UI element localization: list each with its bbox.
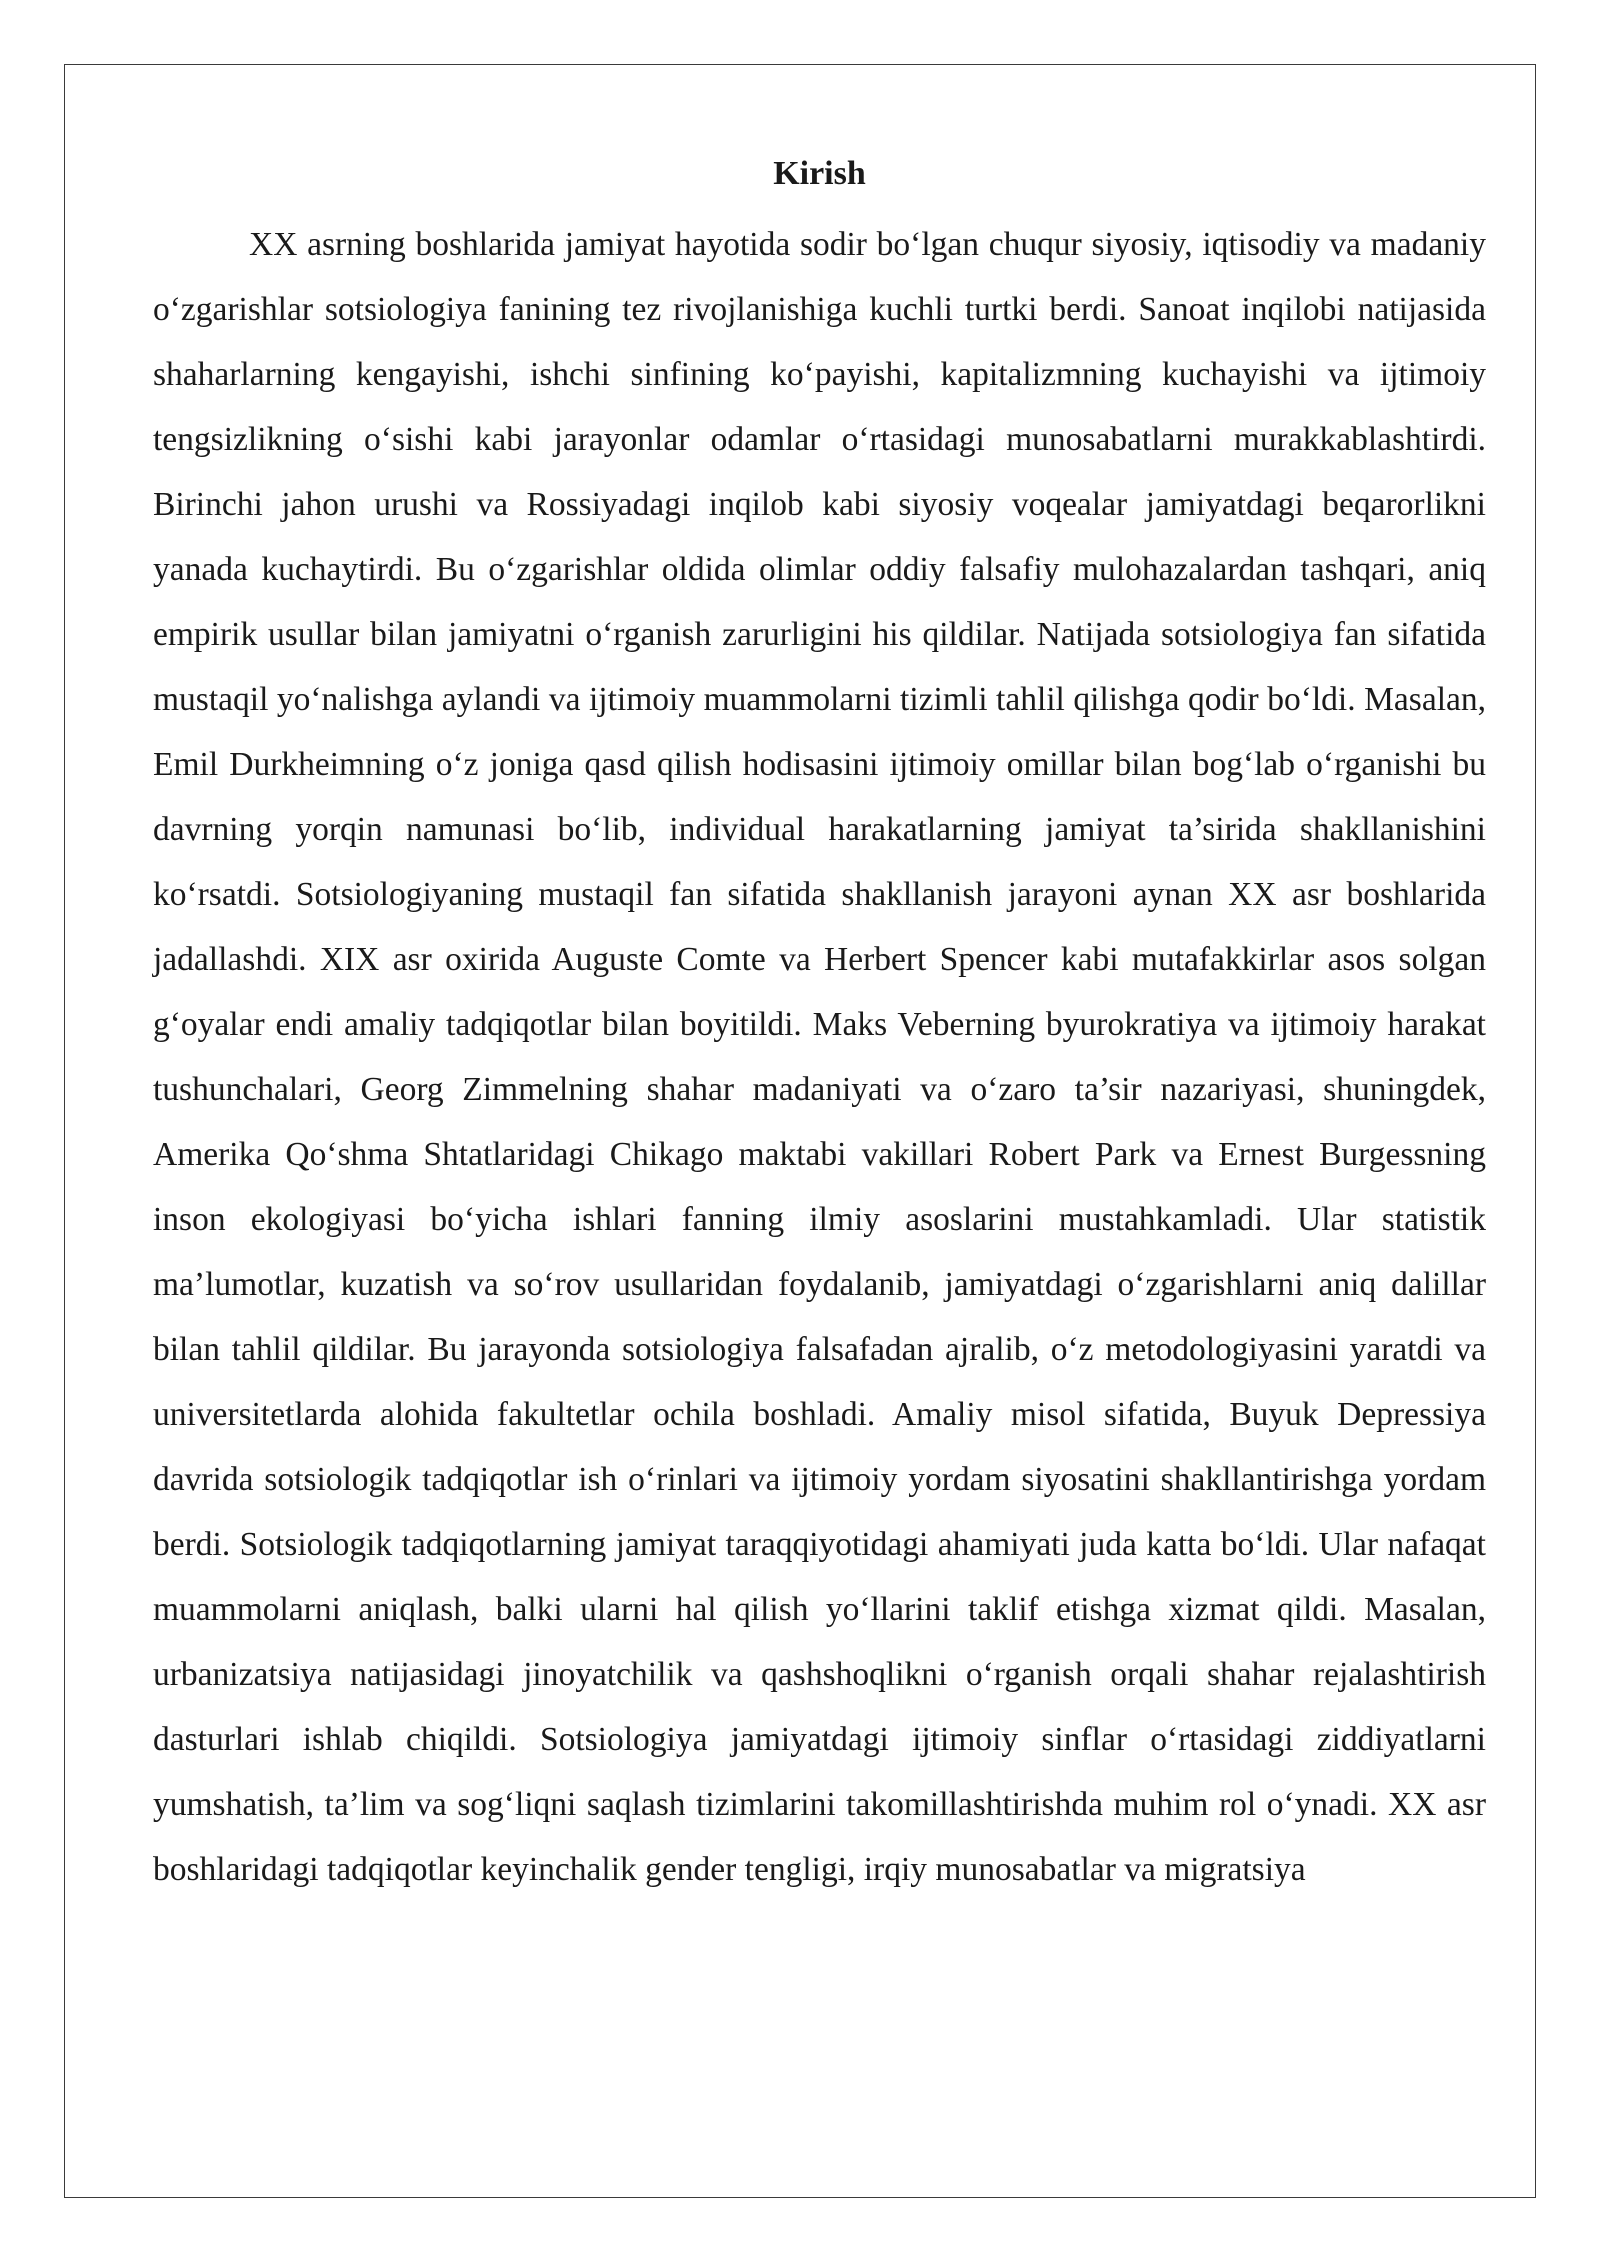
body-paragraph: XX asrning boshlarida jamiyat hayotida sodir bo‘lgan chuqur siyosiy, iqtisodiy va madaniy o‘zgarishlar sotsiologiya fanining tez rivojlanishiga kuchli turtki berdi. Sanoat inqilobi natijasida shaharlarning kengayishi, ishchi sinfining ko‘payishi, kapitalizmning kuchayishi va ijtimoiy tengsizlikning o‘sishi kabi jarayonlar odamlar o‘rtasidagi munosabatlarni murakkablashtirdi. Birinchi jahon urushi va Rossiyadagi inqilob kabi siyosiy voqealar jamiyatdagi beqarorlikni yanada kuchaytirdi. Bu o‘zgarishlar oldida olimlar oddiy falsafiy mulohazalardan tashqari, aniq empirik usullar bilan jamiyatni o‘rganish zarurligini his qildilar. Natijada sotsiologiya fan sifatida mustaqil yo‘nalishga aylandi va ijtimoiy muammolarni tizimli tahlil qilishga qodir bo‘ldi. Masalan, Emil Durkheimning o‘z joniga qasd qilish hodisasini ijtimoiy omillar bilan bog‘lab o‘rganishi bu davrning yorqin namunasi bo‘lib, individual harakatlarning jamiyat ta’sirida shakllanishini ko‘rsatdi. Sotsiologiyaning mustaqil fan sifatida shakllanish jarayoni aynan XX asr boshlarida jadallashdi. XIX asr oxirida Auguste Comte va Herbert Spencer kabi mutafakkirlar asos solgan g‘oyalar endi amaliy tadqiqotlar bilan boyitildi. Maks Veberning byurokratiya va ijtimoiy harakat tushunchalari, Georg Zimmelning shahar madaniyati va o‘zaro ta’sir nazariyasi, shuningdek, Amerika Qo‘shma Shtatlaridagi Chikago maktabi vakillari Robert Park va Ernest Burgessning inson ekologiyasi bo‘yicha ishlari fanning ilmiy asoslarini mustahkamladi. Ular statistik ma’lumotlar, kuzatish va so‘rov usullaridan foydalanib, jamiyatdagi o‘zgarishlarni aniq dalillar bilan tahlil qildilar. Bu jarayonda sotsiologiya falsafadan ajralib, o‘z metodologiyasini yaratdi va universitetlarda alohida fakultetlar ochila boshladi. Amaliy misol sifatida, Buyuk Depressiya davrida sotsiologik tadqiqotlar ish o‘rinlari va ijtimoiy yordam siyosatini shakllantirishga yordam berdi. Sotsiologik tadqiqotlarning jamiyat taraqqiyotidagi ahamiyati juda katta bo‘ldi. Ular nafaqat muammolarni aniqlash, balki ularni hal qilish yo‘llarini taklif etishga xizmat qildi. Masalan, urbanizatsiya natijasidagi jinoyatchilik va qashshoqlikni o‘rganish orqali shahar rejalashtirish dasturlari ishlab chiqildi. Sotsiologiya jamiyatdagi ijtimoiy sinflar o‘rtasidagi ziddiyatlarni yumshatish, ta’lim va sog‘liqni saqlash tizimlarini takomillashtirishda muhim rol o‘ynadi. XX asr boshlaridagi tadqiqotlar keyinchalik gender tengligi, irqiy munosabatlar va migratsiya [153, 226, 1486, 1888]
document-title: Kirish [773, 155, 866, 192]
document-body [153, 148, 1486, 1902]
